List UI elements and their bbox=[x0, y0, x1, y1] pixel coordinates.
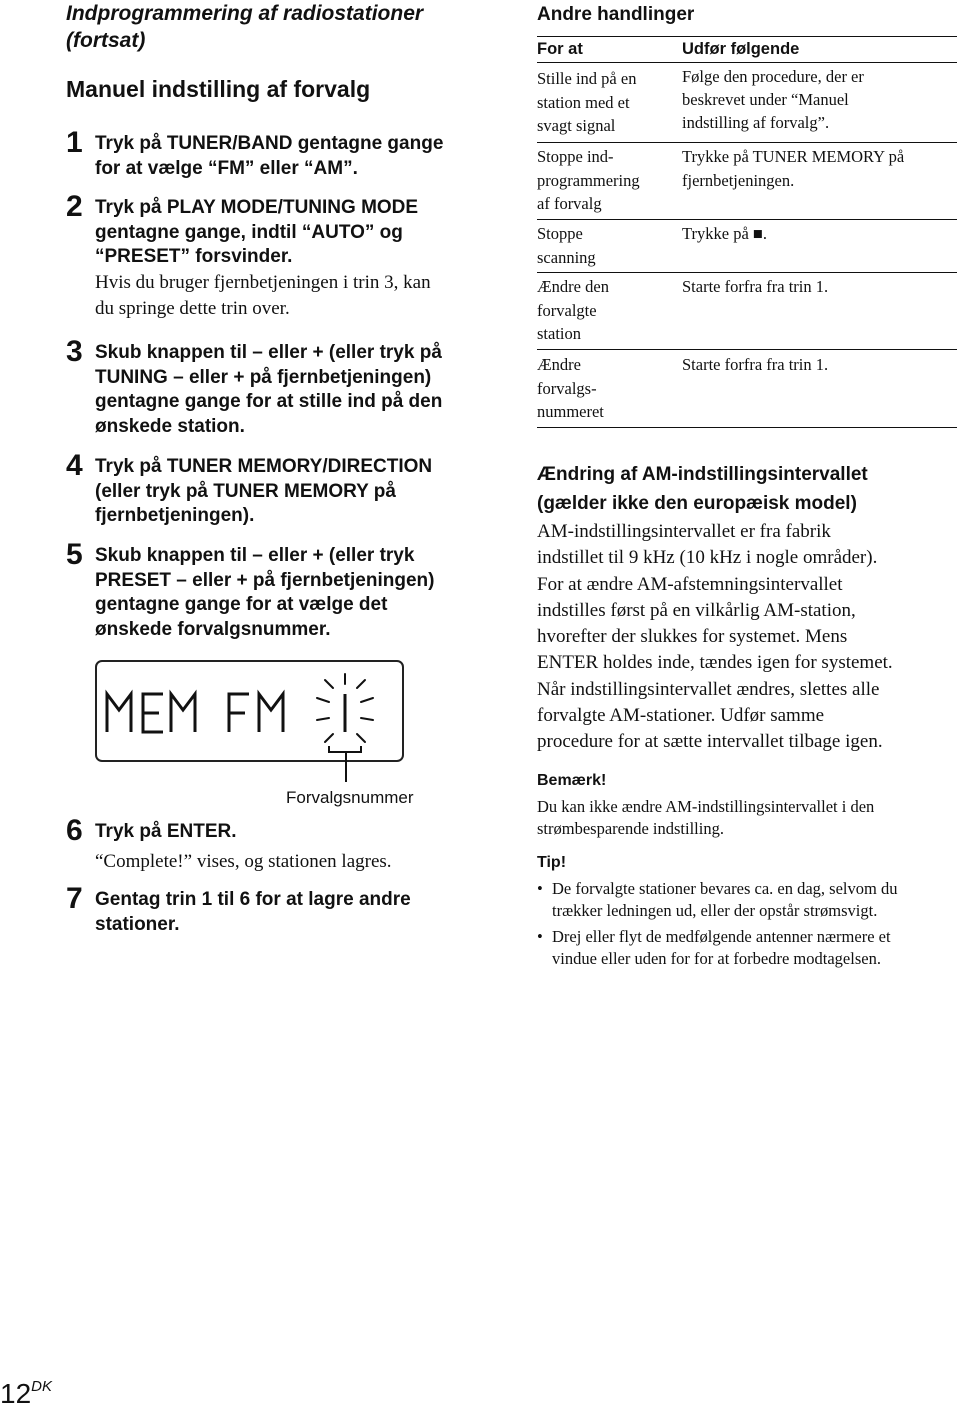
table-rule bbox=[537, 142, 957, 143]
table-cell: Trykke på TUNER MEMORY på fjernbetjeningen. bbox=[682, 147, 905, 190]
step-5 bbox=[66, 538, 486, 642]
table-cell: Ændre den forvalgte station bbox=[537, 277, 609, 343]
table-heading: Andre handlinger bbox=[537, 4, 695, 25]
sub-heading: Ændring af AM-indstillingsintervallet (gælder ikke den europæisk model) bbox=[537, 464, 868, 514]
table-rule bbox=[537, 427, 957, 428]
main-heading: Manuel indstilling af forvalg bbox=[66, 76, 371, 102]
table-header-procedure: Udfør følgende bbox=[682, 40, 800, 58]
section-heading-line: (fortsat) bbox=[66, 29, 146, 52]
step-text: Gentag trin 1 til 6 for at lagre andre stationer. bbox=[95, 889, 411, 935]
lcd-display bbox=[95, 660, 404, 762]
step-text: Tryk på TUNER/BAND gentagne gange for at vælge “FM” eller “AM”. bbox=[95, 133, 444, 179]
body-paragraph: AM-indstillingsintervallet er fra fabrik indstillet til 9 kHz (10 kHz i nogle områder). For at ændre AM-afstemningsintervallet indstilles først på en vilkårlig AM-station, hvorefter der slukkes for systemet. Mens ENTER holdes inde, tændes igen for systemet. Når indstillingsintervallet ændres, slettes alle forvalgte AM-stationer. Udfør samme procedure for at sætte intervallet tilbage igen. bbox=[537, 521, 893, 753]
tip-item: • Drej eller flyt de medfølgende antenner nærmere et vindue eller uden for for at forbedre modtagelsen. bbox=[537, 927, 891, 968]
table-cell: Stoppe scanning bbox=[537, 224, 596, 267]
section-heading-line: Indprogrammering af radiostationer bbox=[66, 2, 424, 25]
table-rule bbox=[537, 349, 957, 350]
page-number: $12^{DK}$ bbox=[0, 1378, 52, 1409]
step-6 bbox=[66, 814, 486, 875]
step-number: 4 bbox=[66, 449, 83, 482]
step-number: 5 bbox=[66, 538, 83, 571]
tip-list bbox=[537, 878, 957, 974]
step-text: Skub knappen til – eller + (eller tryk PRESET – eller + på fjernbetjeningen) gentagne gange for at vælge det ønskede forvalgsnummer. bbox=[95, 545, 435, 640]
tip-item: • De forvalgte stationer bevares ca. en dag, selvom du trækker ledningen ud, eller der opstår strømsvigt. bbox=[537, 879, 898, 920]
table-cell: Starte forfra fra trin 1. bbox=[682, 277, 829, 296]
table-header-action: For at bbox=[537, 40, 583, 58]
table-cell: Trykke på ■. bbox=[682, 224, 767, 243]
table-cell: Ændre forvalgs- nummeret bbox=[537, 355, 604, 421]
step-note: “Complete!” vises, og stationen lagres. bbox=[95, 850, 392, 872]
table-cell: Stille ind på en station med et svagt signal bbox=[537, 69, 637, 135]
table-rule bbox=[537, 272, 957, 273]
step-number: 2 bbox=[66, 190, 83, 223]
step-text: Tryk på PLAY MODE/TUNING MODE gentagne gange, indtil “AUTO” og “PRESET” forsvinder. bbox=[95, 197, 419, 267]
step-text: Tryk på TUNER MEMORY/DIRECTION (eller tryk på TUNER MEMORY på fjernbetjeningen). bbox=[95, 456, 433, 526]
step-number: 6 bbox=[66, 814, 83, 847]
tip-label: Tip! bbox=[537, 854, 567, 871]
table-cell: Stoppe ind- programmering af forvalg bbox=[537, 147, 640, 213]
note-label: Bemærk! bbox=[537, 772, 607, 789]
step-7 bbox=[66, 882, 486, 937]
step-text: Skub knappen til – eller + (eller tryk på TUNING – eller + på fjernbetjeningen) gentagne gange for at stille ind på den ønskede station. bbox=[95, 342, 443, 437]
step-note: Hvis du bruger fjernbetjeningen i trin 3, kan du springe dette trin over. bbox=[95, 271, 431, 319]
step-3 bbox=[66, 335, 486, 439]
step-text: Tryk på ENTER. bbox=[95, 821, 237, 842]
table-rule bbox=[537, 62, 957, 63]
step-number: 1 bbox=[66, 126, 83, 159]
step-4 bbox=[66, 449, 486, 529]
table-cell: Starte forfra fra trin 1. bbox=[682, 355, 829, 374]
lcd-segment-graphic bbox=[97, 662, 406, 764]
table-rule bbox=[537, 219, 957, 220]
step-number: 3 bbox=[66, 335, 83, 368]
step-2 bbox=[66, 190, 486, 322]
step-number: 7 bbox=[66, 882, 83, 915]
table-cell: Følge den procedure, der er beskrevet under “Manuel indstilling af forvalg”. bbox=[682, 67, 864, 132]
note-text: Du kan ikke ændre AM-indstillingsintervallet i den strømbesparende indstilling. bbox=[537, 797, 875, 838]
table-rule bbox=[537, 36, 957, 37]
step-1 bbox=[66, 126, 486, 181]
display-caption: Forvalgsnummer bbox=[286, 788, 414, 807]
section-heading bbox=[66, 0, 486, 54]
